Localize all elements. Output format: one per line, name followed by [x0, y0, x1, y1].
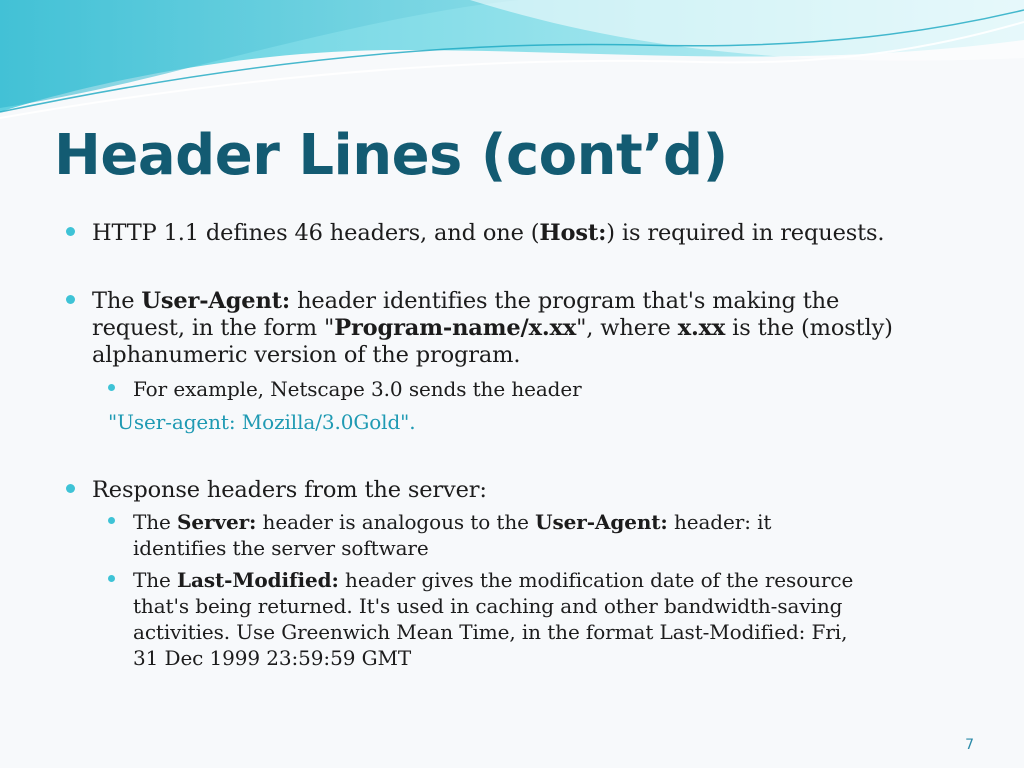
text: header identifies the program that's making the — [290, 288, 840, 314]
text: The — [133, 510, 178, 534]
text: The — [92, 288, 142, 314]
bullet-icon — [66, 295, 75, 304]
last-modified-keyword: Last-Modified: — [177, 568, 339, 592]
program-name-keyword: Program-name/x.xx — [334, 315, 577, 341]
slide-title: Header Lines (cont’d) — [54, 123, 728, 188]
text: ) is required in requests. — [606, 220, 885, 246]
text: header: it — [667, 510, 772, 534]
sub-bullet-server-1 — [133, 509, 771, 535]
version-keyword: x.xx — [677, 315, 726, 341]
sub-bullet-lastmod-2: that's being returned. It's used in caching and other bandwidth-saving — [133, 594, 843, 618]
text: header gives the modification date of the resource — [338, 568, 854, 592]
sub-bullet-icon — [108, 517, 115, 524]
bullet-icon — [66, 484, 75, 493]
text: HTTP 1.1 defines 46 headers, and one ( — [92, 220, 540, 246]
sub-bullet-example: For example, Netscape 3.0 sends the header — [133, 377, 582, 401]
bullet-2-line-3: alphanumeric version of the program. — [92, 342, 521, 368]
sub-bullet-icon — [108, 575, 115, 582]
sub-bullet-icon — [108, 384, 115, 391]
example-header-code: "User-agent: Mozilla/3.0Gold". — [108, 410, 416, 434]
bullet-3-line: Response headers from the server: — [92, 477, 487, 503]
text: is the (mostly) — [725, 315, 893, 341]
server-keyword: Server: — [177, 510, 257, 534]
bullet-2-line-1 — [92, 288, 839, 315]
text: header is analogous to the — [256, 510, 536, 534]
sub-bullet-lastmod-4: 31 Dec 1999 23:59:59 GMT — [133, 646, 412, 670]
user-agent-keyword: User-Agent: — [141, 288, 291, 314]
text: The — [133, 568, 178, 592]
user-agent-keyword: User-Agent: — [535, 510, 668, 534]
sub-bullet-lastmod-1 — [133, 567, 853, 593]
page-number: 7 — [965, 737, 974, 753]
host-keyword: Host: — [539, 220, 607, 246]
text: ", where — [576, 315, 678, 341]
bullet-2-line-2 — [92, 315, 893, 342]
bullet-1-line — [92, 220, 884, 247]
sub-bullet-server-2: identifies the server software — [133, 536, 429, 560]
bullet-icon — [66, 227, 75, 236]
sub-bullet-lastmod-3: activities. Use Greenwich Mean Time, in the format Last-Modified: Fri, — [133, 620, 848, 644]
text: request, in the form " — [92, 315, 335, 341]
